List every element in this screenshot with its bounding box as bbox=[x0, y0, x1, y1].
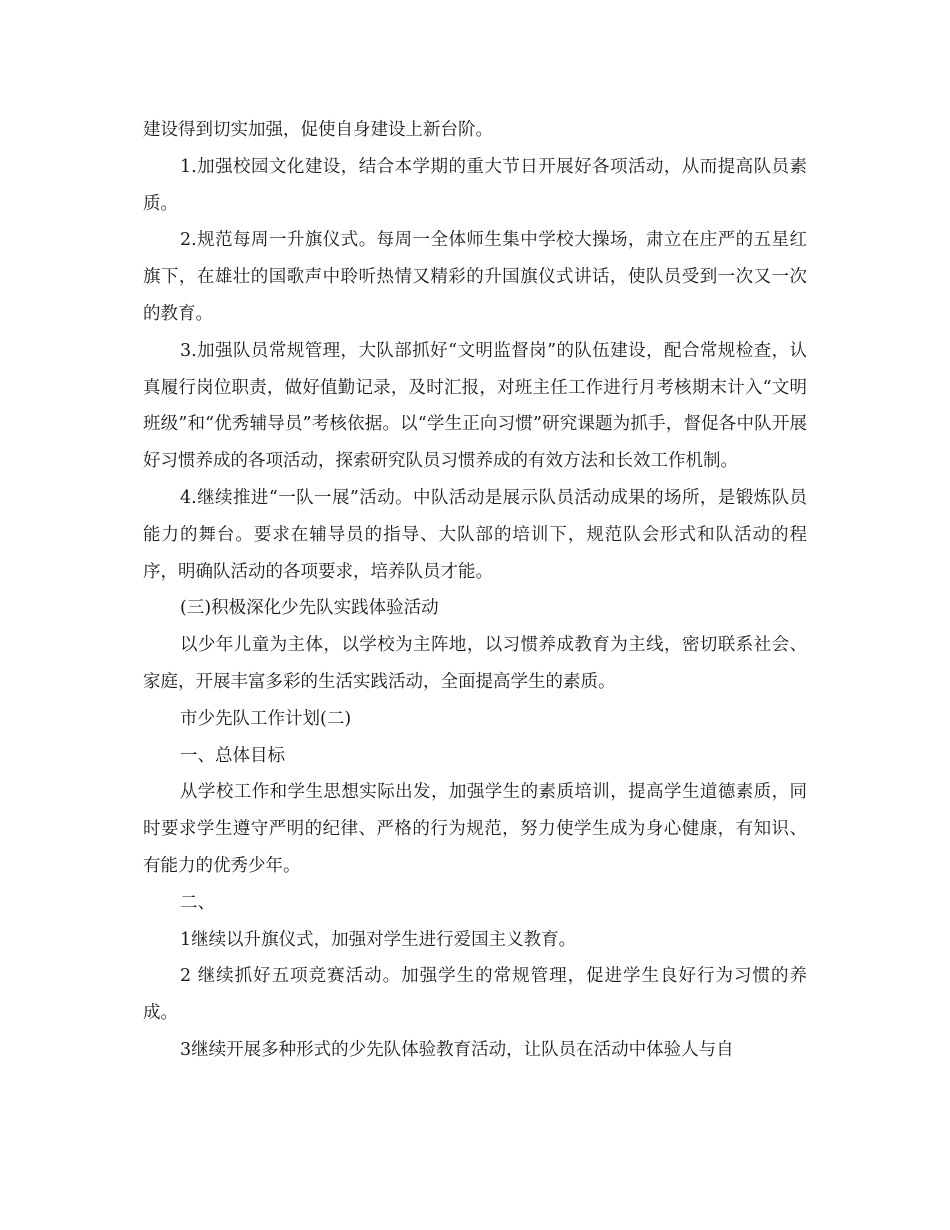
paragraph-13: 2 继续抓好五项竞赛活动。加强学生的常规管理，促进学生良好行为习惯的养成。 bbox=[143, 966, 807, 1024]
paragraph-7: 以少年儿童为主体，以学校为主阵地，以习惯养成教育为主线，密切联系社会、家庭，开展丰富多彩的生活实践活动，全面提高学生的素质。 bbox=[143, 635, 807, 692]
paragraph-1: 建设得到切实加强，促使自身建设上新台阶。 bbox=[143, 120, 493, 140]
section-heading-practice: (三)积极深化少先队实践体验活动 bbox=[180, 598, 439, 619]
document-subtitle: 市少先队工作计划(二) bbox=[180, 708, 352, 729]
paragraph-14: 3继续开展多种形式的少先队体验教育活动，让队员在活动中体验人与自 bbox=[180, 1039, 734, 1060]
section-heading-two: 二、 bbox=[180, 892, 215, 913]
paragraph-10: 从学校工作和学生思想实际出发，加强学生的素质培训，提高学生道德素质，同时要求学生遵守严明的纪律、严格的行为规范，努力使学生成为身心健康，有知识、有能力的优秀少年。 bbox=[143, 782, 807, 876]
paragraph-4: 3.加强队员常规管理，大队部抓好“文明监督岗”的队伍建设，配合常规检查，认真履行岗位职责，做好值勤记录，及时汇报，对班主任工作进行月考核期末计入“文明班级”和“优秀辅导员”考核依据。以“学生正向习惯”研究课题为抓手，督促各中队开展好习惯养成的各项活动，探索研究队员习惯养成的有效方法和长效工作机制。 bbox=[143, 340, 807, 472]
section-heading-goal: 一、总体目标 bbox=[180, 745, 285, 766]
paragraph-2: 1.加强校园文化建设，结合本学期的重大节日开展好各项活动，从而提高队员素质。 bbox=[143, 156, 807, 214]
paragraph-12: 1继续以升旗仪式，加强对学生进行爱国主义教育。 bbox=[180, 929, 577, 950]
document-body bbox=[143, 112, 807, 1069]
paragraph-3: 2.规范每周一升旗仪式。每周一全体师生集中学校大操场，肃立在庄严的五星红旗下，在雄壮的国歌声中聆听热情又精彩的升国旗仪式讲话，使队员受到一次又一次的教育。 bbox=[143, 230, 807, 324]
paragraph-5: 4.继续推进“一队一展”活动。中队活动是展示队员活动成果的场所，是锻炼队员能力的舞台。要求在辅导员的指导、大队部的培训下，规范队会形式和队活动的程序，明确队活动的各项要求，培养队员才能。 bbox=[143, 487, 807, 582]
